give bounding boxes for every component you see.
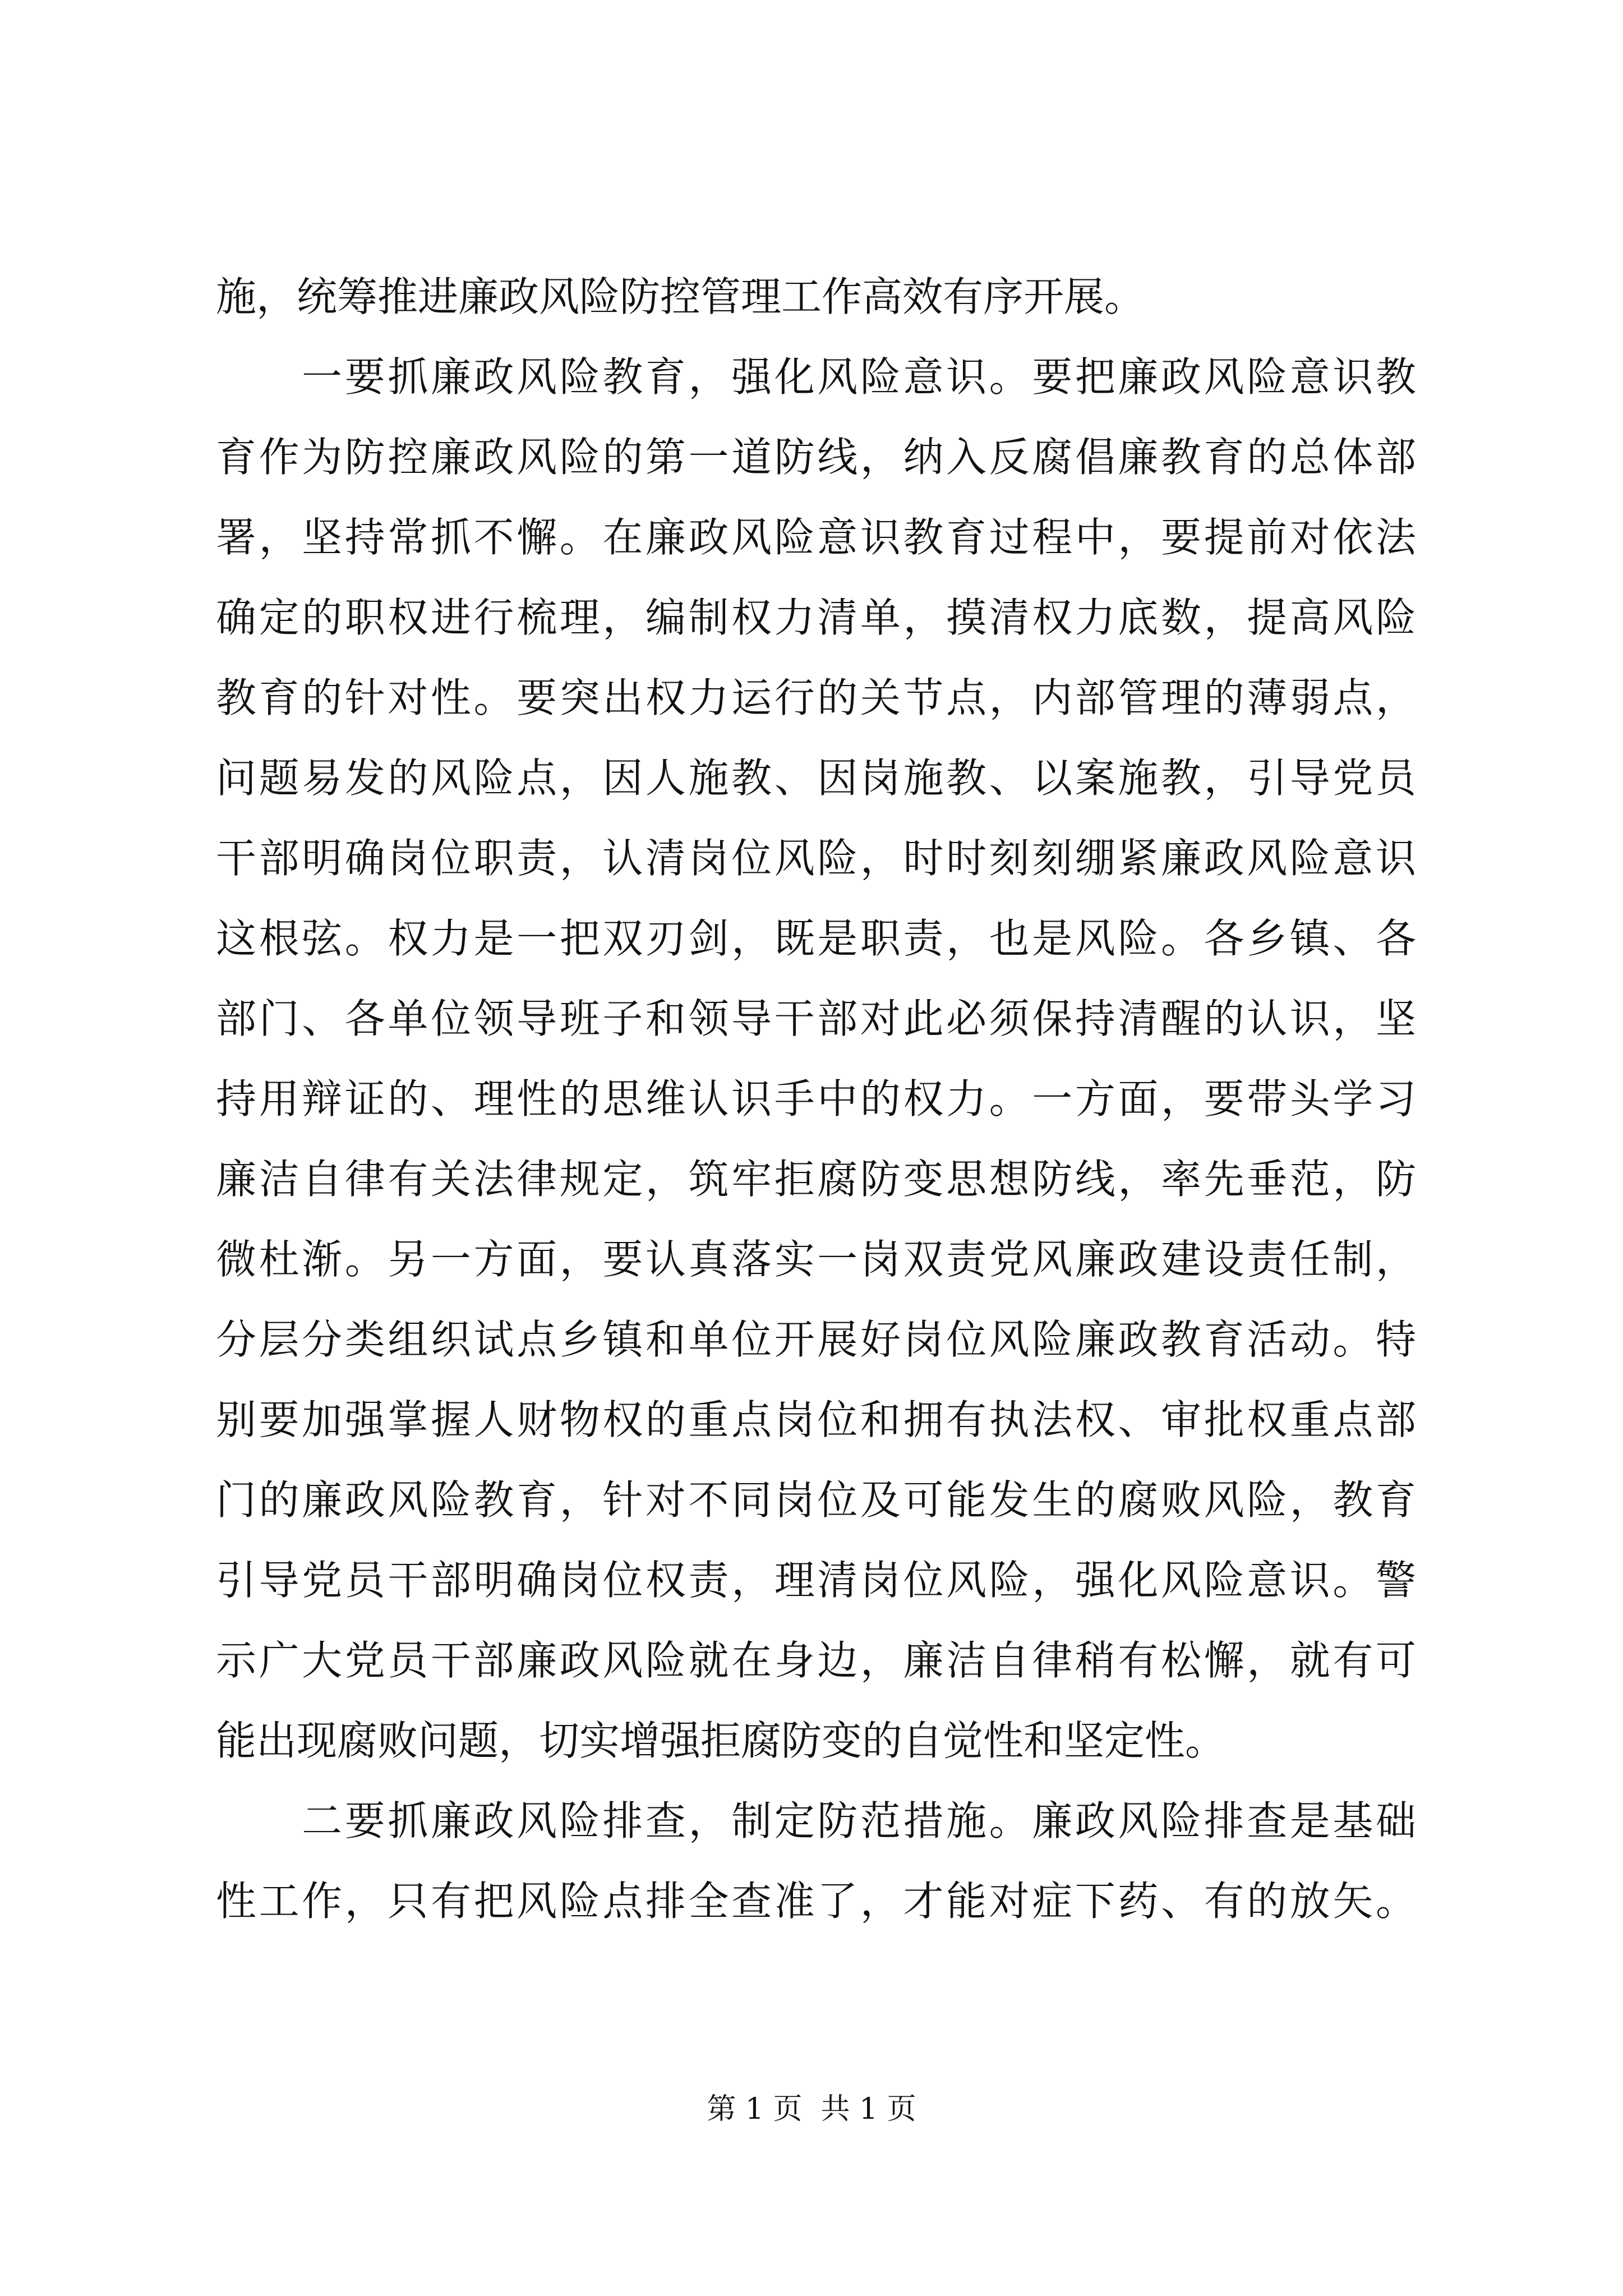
document-body bbox=[216, 257, 1416, 1941]
text-line: 持用辩证的、理性的思维认识手中的权力。一方面，要带头学习 bbox=[216, 1075, 1416, 1122]
text-line: 廉洁自律有关法律规定，筑牢拒腐防变思想防线，率先垂范，防 bbox=[216, 1156, 1416, 1203]
text-line: 教育的针对性。要突出权力运行的关节点，内部管理的薄弱点， bbox=[216, 674, 1416, 721]
text-line: 干部明确岗位职责，认清岗位风险，时时刻刻绷紧廉政风险意识 bbox=[216, 835, 1416, 882]
text-line: 部门、各单位领导班子和领导干部对此必须保持清醒的认识，坚 bbox=[216, 995, 1416, 1042]
text-line: 确定的职权进行梳理，编制权力清单，摸清权力底数，提高风险 bbox=[216, 594, 1416, 641]
text-line: 二要抓廉政风险排查，制定防范措施。廉政风险排查是基础 bbox=[216, 1797, 1416, 1844]
text-line: 别要加强掌握人财物权的重点岗位和拥有执法权、审批权重点部 bbox=[216, 1396, 1416, 1443]
text-line: 署，坚持常抓不懈。在廉政风险意识教育过程中，要提前对依法 bbox=[216, 514, 1416, 561]
text-line: 分层分类组织试点乡镇和单位开展好岗位风险廉政教育活动。特 bbox=[216, 1316, 1416, 1363]
text-line: 问题易发的风险点，因人施教、因岗施教、以案施教，引导党员 bbox=[216, 754, 1416, 802]
text-line: 引导党员干部明确岗位权责，理清岗位风险，强化风险意识。警 bbox=[216, 1557, 1416, 1604]
text-line: 施，统筹推进廉政风险防控管理工作高效有序开展。 bbox=[216, 273, 1145, 320]
text-line: 一要抓廉政风险教育，强化风险意识。要把廉政风险意识教 bbox=[216, 353, 1416, 401]
text-line: 育作为防控廉政风险的第一道防线，纳入反腐倡廉教育的总体部 bbox=[216, 434, 1416, 481]
text-line: 性工作，只有把风险点排全查准了，才能对症下药、有的放矢。 bbox=[216, 1878, 1416, 1925]
text-line: 门的廉政风险教育，针对不同岗位及可能发生的腐败风险，教育 bbox=[216, 1476, 1416, 1524]
text-line: 能出现腐败问题，切实增强拒腐防变的自觉性和坚定性。 bbox=[216, 1717, 1226, 1764]
text-line: 这根弦。权力是一把双刃剑，既是职责，也是风险。各乡镇、各 bbox=[216, 915, 1416, 962]
text-line: 示广大党员干部廉政风险就在身边，廉洁自律稍有松懈，就有可 bbox=[216, 1637, 1416, 1684]
page-number-footer: 第 1 页 共 1 页 bbox=[707, 2092, 916, 2126]
text-line: 微杜渐。另一方面，要认真落实一岗双责党风廉政建设责任制， bbox=[216, 1236, 1416, 1283]
